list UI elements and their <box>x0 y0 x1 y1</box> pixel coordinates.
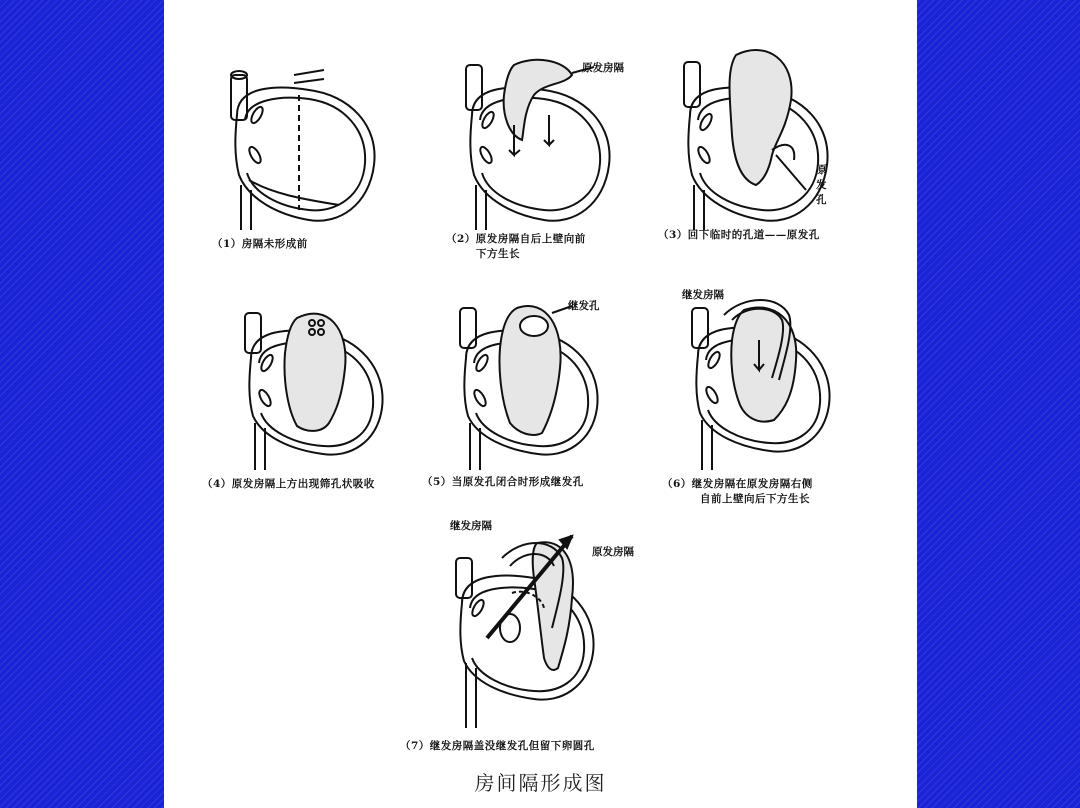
caption-2-line2: 下方生长 <box>476 248 520 260</box>
heart-illustration-6 <box>684 300 844 475</box>
slide <box>164 0 917 808</box>
diagram-panel-2 <box>454 55 624 235</box>
label-primary-foramen: 原发孔 <box>816 164 827 206</box>
caption-7: （7）继发房隔盖没继发孔但留下卵圆孔 <box>400 740 595 752</box>
heart-illustration-4 <box>237 298 397 473</box>
heart-illustration-1 <box>219 55 389 235</box>
label-primary-septum-7: 原发房隔 <box>592 546 634 558</box>
heart-illustration-2 <box>454 55 624 235</box>
caption-4: （4）原发房隔上方出现筛孔状吸收 <box>202 478 375 490</box>
label-secondary-foramen: 继发孔 <box>568 300 600 312</box>
label-primary-septum: 原发房隔 <box>582 62 624 74</box>
diagram-panel-1 <box>219 55 389 235</box>
label-secondary-septum-7: 继发房隔 <box>450 520 492 532</box>
diagram-panel-6 <box>684 300 844 475</box>
diagram-panel-4 <box>237 298 397 473</box>
caption-5: （5）当原发孔闭合时形成继发孔 <box>422 476 584 488</box>
slide-title: 房间隔形成图 <box>474 771 607 795</box>
label-secondary-septum-6: 继发房隔 <box>682 289 724 301</box>
caption-1: （1）房隔未形成前 <box>212 238 308 250</box>
caption-2-line1: （2）原发房隔自后上壁向前 <box>446 233 586 245</box>
caption-6-line2: 自前上壁向后下方生长 <box>700 493 810 505</box>
diagram-panel-5 <box>452 298 612 473</box>
heart-illustration-5 <box>452 298 612 473</box>
caption-6-line1: （6）继发房隔在原发房隔右侧 <box>662 478 813 490</box>
caption-3: （3）回下临时的孔道——原发孔 <box>658 229 820 241</box>
